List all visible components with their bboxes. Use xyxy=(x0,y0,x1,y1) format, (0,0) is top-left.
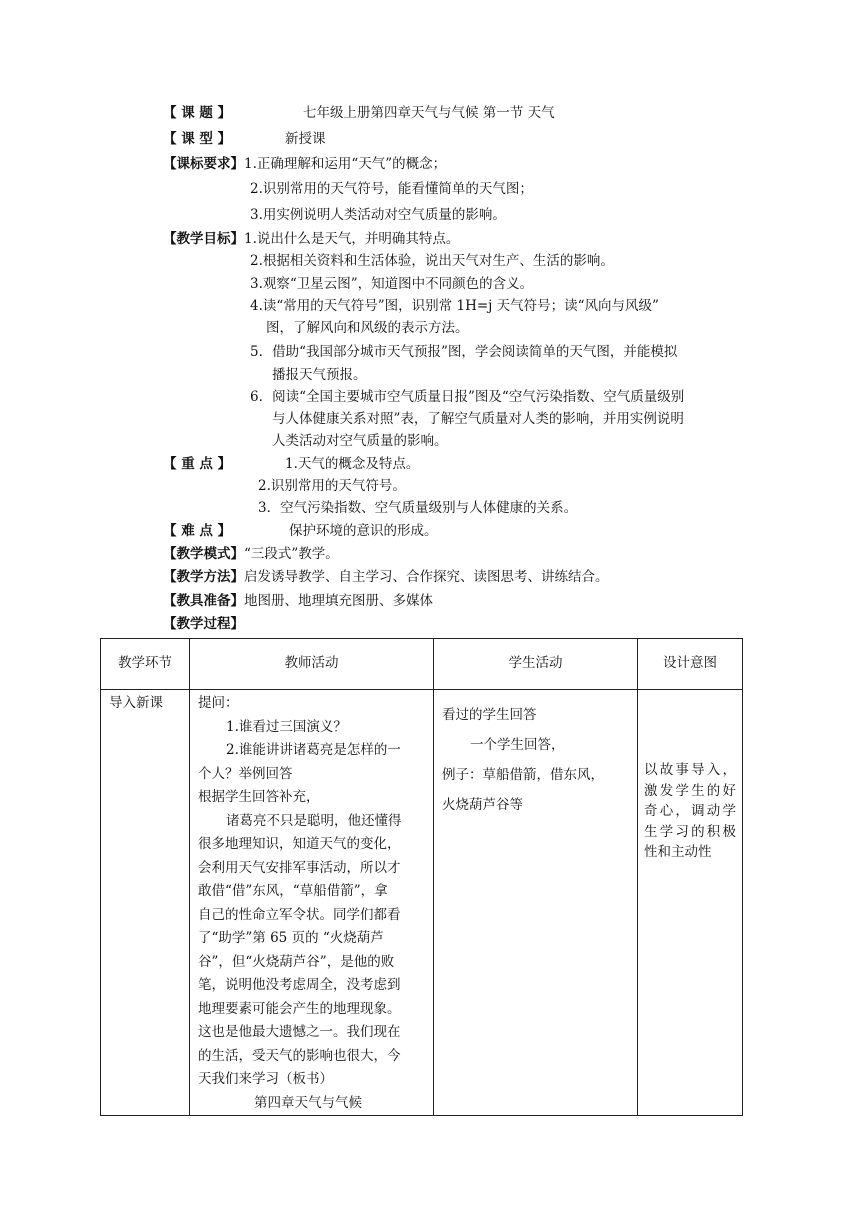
mode-line xyxy=(163,545,339,563)
teaching-process-table xyxy=(100,638,743,1116)
objective-line: 6．阅读“全国主要城市空气质量日报”图及“空气污染指数、空气质量级别 xyxy=(250,389,685,405)
teacher-line: 的生活，受天气的影响也很大，今 xyxy=(198,1047,401,1064)
objective-line: 图，了解风向和风级的表示方法。 xyxy=(266,320,469,336)
objective-line: 4.读“常用的天气符号”图，识别常 1H=j 天气符号；读“风向与风级” xyxy=(250,298,659,314)
mode-value: “三段式”教学。 xyxy=(244,546,339,562)
objective-line: 播报天气预报。 xyxy=(272,367,367,383)
key-point-item: 2.识别常用的天气符号。 xyxy=(258,478,406,494)
teacher-line: 这也是他最大遗憾之一。我们现在 xyxy=(198,1024,401,1040)
table-header-row xyxy=(101,639,743,690)
topic-label: 【 课 题 】 xyxy=(163,105,232,121)
student-line: 一个学生回答， xyxy=(470,737,565,753)
teacher-line: 谷”，但“火烧葫芦谷”，是他的败 xyxy=(198,953,395,970)
topic-value: 七年级上册第四章天气与气候 第一节 天气 xyxy=(303,105,555,121)
teacher-line: 提问： xyxy=(198,695,239,711)
difficulty-value: 保护环境的意识的形成。 xyxy=(289,523,438,539)
student-line: 看过的学生回答 xyxy=(442,707,537,723)
objective-line: 2.根据相关资料和生活体验，说出天气对生产、生活的影响。 xyxy=(250,253,614,269)
tools-value: 地图册、地理填充图册、多媒体 xyxy=(244,593,433,609)
teacher-line: 自己的性命立军令状。同学们都看 xyxy=(198,906,401,923)
standards-item: 3.用实例说明人类活动对空气质量的影响。 xyxy=(250,207,506,223)
type-line xyxy=(163,130,326,148)
teacher-line: 根据学生回答补充， xyxy=(198,789,320,805)
difficulty-line xyxy=(163,522,438,540)
teacher-line: 地理要素可能会产生的地理现象。 xyxy=(198,1000,401,1017)
mode-label: 【教学模式】 xyxy=(163,546,244,562)
student-activity-cell xyxy=(434,690,638,1116)
standards-item: 2.识别常用的天气符号，能看懂简单的天气图； xyxy=(250,181,533,197)
teacher-line: 会利用天气安排军事活动，所以才 xyxy=(198,859,401,876)
objective-line: 人类活动对空气质量的影响。 xyxy=(272,433,448,449)
header-teacher: 教师活动 xyxy=(190,639,434,690)
objectives-line-1 xyxy=(163,230,459,248)
difficulty-label: 【 难 点 】 xyxy=(163,523,232,539)
methods-line xyxy=(163,568,609,586)
design-intent-text: 以故事导入，激发学生的好奇心，调动学生学习的积极性和主动性 xyxy=(644,762,736,860)
student-line: 火烧葫芦谷等 xyxy=(442,797,523,813)
stage-cell: 导入新课 xyxy=(101,690,190,1116)
teacher-line: 敢借“借”东风，“草船借箭”，拿 xyxy=(198,883,388,899)
table-row xyxy=(101,690,743,1116)
header-stage: 教学环节 xyxy=(101,639,190,690)
process-line xyxy=(163,615,244,633)
teacher-line: 天我们来学习（板书） xyxy=(198,1071,333,1087)
process-label: 【教学过程】 xyxy=(163,616,244,632)
design-intent-cell xyxy=(638,690,743,1116)
header-student: 学生活动 xyxy=(434,639,638,690)
teacher-line: 1.谁看过三国演义？ xyxy=(226,718,347,735)
objective-line: 3.观察“卫星云图”，知道图中不同颜色的含义。 xyxy=(250,276,534,292)
key-points-line-1 xyxy=(163,455,419,473)
teacher-line: 诸葛亮不只是聪明，他还懂得 xyxy=(226,812,402,829)
teacher-line: 2.谁能讲讲诸葛亮是怎样的一 xyxy=(226,742,401,758)
teacher-activity-cell xyxy=(190,690,434,1116)
methods-value: 启发诱导教学、自主学习、合作探究、读图思考、讲练结合。 xyxy=(244,569,609,585)
teacher-line: 了“助学”第 65 页的 “火烧葫芦 xyxy=(198,930,384,946)
objective-line: 1.说出什么是天气，并明确其特点。 xyxy=(244,231,460,247)
key-point-item: 3．空气污染指数、空气质量级别与人体健康的关系。 xyxy=(258,500,578,516)
objective-line: 5．借助“我国部分城市天气预报”图，学会阅读简单的天气图，并能模拟 xyxy=(250,344,678,360)
teacher-line: 第四章天气与气候 xyxy=(254,1094,362,1111)
header-intent: 设计意图 xyxy=(638,639,743,690)
standards-line-1 xyxy=(163,155,446,173)
key-points-label: 【 重 点 】 xyxy=(163,456,232,472)
methods-label: 【教学方法】 xyxy=(163,569,244,585)
standards-item: 1.正确理解和运用“天气”的概念； xyxy=(244,156,447,172)
tools-label: 【教具准备】 xyxy=(163,593,244,609)
key-point-item: 1.天气的概念及特点。 xyxy=(285,456,420,472)
teacher-line: 笔，说明他没考虑周全，没考虑到 xyxy=(198,977,401,993)
tools-line xyxy=(163,592,433,610)
type-label: 【 课 型 】 xyxy=(163,131,232,147)
topic-line xyxy=(163,104,555,122)
teacher-line: 很多地理知识，知道天气的变化， xyxy=(198,836,401,852)
type-value: 新授课 xyxy=(285,131,326,147)
objectives-label: 【教学目标】 xyxy=(163,231,244,247)
teacher-line: 个人？举例回答 xyxy=(198,765,293,782)
student-line: 例子：草船借箭，借东风， xyxy=(442,767,604,783)
standards-label: 【课标要求】 xyxy=(163,156,244,172)
objective-line: 与人体健康关系对照”表，了解空气质量对人类的影响，并用实例说明 xyxy=(272,411,684,427)
